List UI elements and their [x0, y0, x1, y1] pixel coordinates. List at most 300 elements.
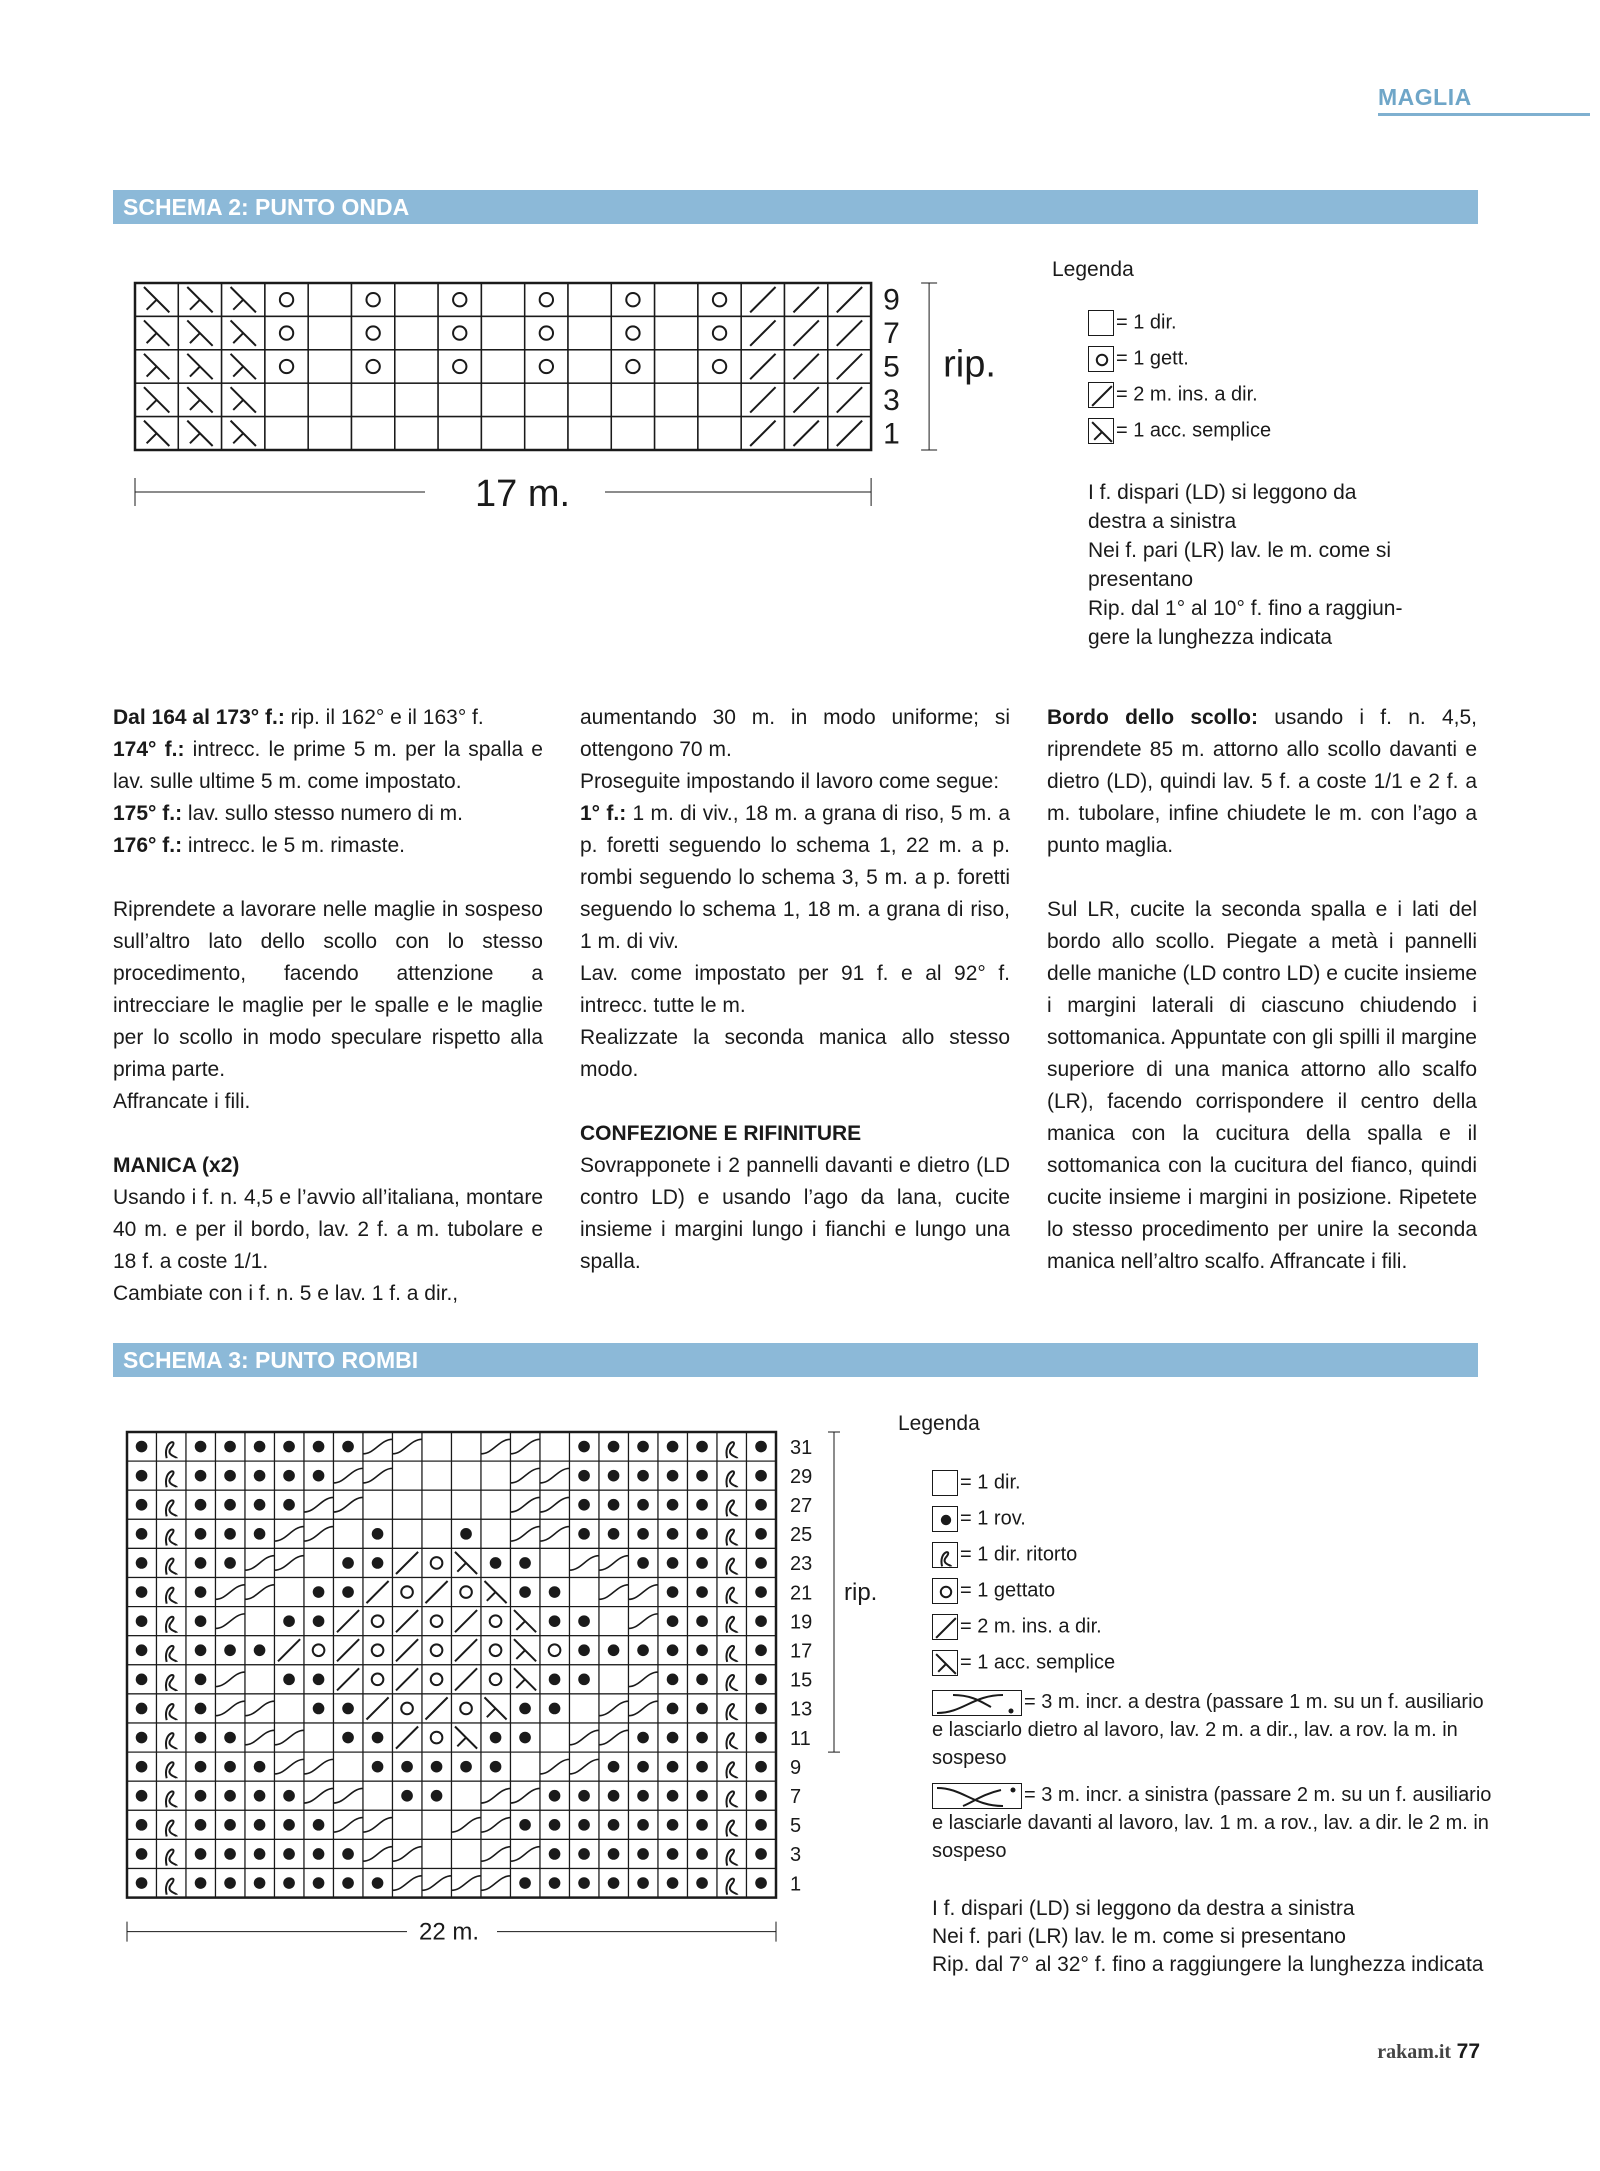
- bold-lead: 1° f.:: [580, 802, 627, 825]
- chart-cell-purl: [275, 1490, 305, 1519]
- chart-cell-k2tog: [393, 1636, 423, 1665]
- chart-cell-empty: [511, 1752, 541, 1781]
- chart-cell-purl: [511, 1694, 541, 1723]
- chart-cell-yo: [304, 1636, 334, 1665]
- chart-cell-purl: [186, 1665, 216, 1694]
- chart-cell-ktbl: [717, 1578, 747, 1607]
- chart-cell-purl: [304, 1607, 334, 1636]
- chart-cell-purl: [747, 1781, 777, 1810]
- chart-cell-yo: [698, 350, 741, 383]
- chart-cell-empty: [481, 1461, 511, 1490]
- chart-cell-empty: [395, 283, 438, 316]
- text-column-2: [580, 702, 1010, 1278]
- chart-cell-purl: [599, 1839, 629, 1868]
- chart-cell-purl: [658, 1578, 688, 1607]
- chart-cell-purl: [127, 1519, 157, 1548]
- chart-cell-purl: [422, 1781, 452, 1810]
- chart-cell-purl: [393, 1752, 423, 1781]
- row-number: 19: [790, 1611, 813, 1634]
- chart-cell-purl: [629, 1781, 659, 1810]
- heading-manica: MANICA (x2): [113, 1154, 240, 1177]
- chart-cell-k2tog: [334, 1636, 364, 1665]
- chart-cell-purl: [186, 1490, 216, 1519]
- chart-cell-empty: [540, 1432, 570, 1461]
- chart-cell-purl: [570, 1781, 600, 1810]
- row-number: 7: [883, 317, 900, 351]
- yo-icon: [1088, 346, 1114, 372]
- chart-cell-ktbl: [717, 1636, 747, 1665]
- chart-cell-purl: [688, 1810, 718, 1839]
- paragraph: Usando i f. n. 4,5 e l’avvio all’italiana, montare 40 m. e per il bordo, lav. 2 f. a m. tubolare e 18 f. a coste 1/1.: [113, 1186, 543, 1273]
- chart-cell-purl: [599, 1636, 629, 1665]
- chart-cell-k1: [785, 417, 828, 450]
- chart-cell-purl: [688, 1839, 718, 1868]
- chart-cell-empty: [540, 1548, 570, 1577]
- legend-label: = 1 gett.: [1116, 347, 1189, 370]
- chart-cell-k2tog: [334, 1607, 364, 1636]
- chart-cell-empty: [568, 350, 611, 383]
- chart-cell-purl: [688, 1519, 718, 1548]
- schema2-note-3: Rip. dal 1° al 10° f. fino a raggiun- gere la lunghezza indicata: [1088, 597, 1403, 649]
- chart-cell-ktbl: [157, 1752, 187, 1781]
- chart-cell-yo: [525, 283, 568, 316]
- chart-cell-purl: [540, 1607, 570, 1636]
- chart-cell-k2: [178, 283, 221, 316]
- chart-cell-purl: [216, 1519, 246, 1548]
- chart-cell-purl: [540, 1781, 570, 1810]
- chart-cell-cable: [363, 1810, 393, 1839]
- row-number: 21: [790, 1582, 813, 1605]
- chart-cell-purl: [570, 1519, 600, 1548]
- chart-cell-purl: [216, 1781, 246, 1810]
- chart-cell-cable: [570, 1752, 600, 1781]
- chart-cell-k1: [828, 417, 871, 450]
- chart-cell-empty: [611, 383, 654, 416]
- chart-cell-yo: [393, 1578, 423, 1607]
- chart-cell-k2: [135, 383, 178, 416]
- chart-cell-cable: [540, 1490, 570, 1519]
- section-tag: MAGLIA: [1378, 84, 1590, 116]
- chart-cell-cable: [304, 1519, 334, 1548]
- row-number: 25: [790, 1524, 813, 1547]
- chart-cell-purl: [658, 1461, 688, 1490]
- skp-icon: [1088, 418, 1114, 444]
- bold-lead: Bordo dello scollo:: [1047, 706, 1258, 729]
- chart-cell-empty: [570, 1578, 600, 1607]
- chart-cell-ktbl: [157, 1432, 187, 1461]
- chart-cell-yo: [352, 316, 395, 349]
- paragraph: [113, 702, 543, 734]
- chart-cell-empty: [655, 316, 698, 349]
- chart-cell-purl: [127, 1839, 157, 1868]
- legend-label: = 1 dir.: [1116, 311, 1177, 334]
- chart-cell-cable: [275, 1519, 305, 1548]
- chart-cell-purl: [363, 1869, 393, 1898]
- paragraph: [113, 798, 543, 830]
- chart-cell-purl: [127, 1781, 157, 1810]
- chart-cell-empty: [422, 1810, 452, 1839]
- chart-cell-purl: [511, 1869, 541, 1898]
- chart-cell-purl: [186, 1578, 216, 1607]
- chart-cell-purl: [127, 1607, 157, 1636]
- row-number: 3: [790, 1844, 802, 1867]
- legend-label: = 1 acc. semplice: [960, 1651, 1116, 1674]
- chart-cell-ktbl: [717, 1810, 747, 1839]
- chart-cell-purl: [334, 1548, 364, 1577]
- chart-cell-purl: [481, 1723, 511, 1752]
- chart-cell-purl: [127, 1461, 157, 1490]
- chart-cell-purl: [658, 1636, 688, 1665]
- chart-cell-k1: [828, 383, 871, 416]
- chart-cell-purl: [304, 1839, 334, 1868]
- k2tog-icon: [1088, 382, 1114, 408]
- chart-cell-purl: [393, 1781, 423, 1810]
- chart-cell-cable: [216, 1694, 246, 1723]
- text-column-1: [113, 702, 543, 1310]
- chart-cell-yo: [422, 1548, 452, 1577]
- chart-cell-yo: [352, 350, 395, 383]
- schema3-note-1: I f. dispari (LD) si leggono da destra a sinistra: [932, 1897, 1355, 1920]
- chart-cell-empty: [655, 350, 698, 383]
- chart-cell-empty: [568, 316, 611, 349]
- empty-icon: [932, 1470, 958, 1496]
- chart-cell-skp: [481, 1578, 511, 1607]
- chart-cell-k2: [135, 350, 178, 383]
- chart-cell-k1: [741, 417, 784, 450]
- chart-cell-purl: [511, 1723, 541, 1752]
- chart-cell-k2: [135, 417, 178, 450]
- chart-cell-purl: [275, 1810, 305, 1839]
- chart-cell-empty: [422, 1490, 452, 1519]
- chart-cell-cable: [334, 1781, 364, 1810]
- chart-cell-purl: [304, 1694, 334, 1723]
- chart-cell-yo: [422, 1607, 452, 1636]
- chart-cell-purl: [540, 1810, 570, 1839]
- chart-cell-empty: [304, 1548, 334, 1577]
- legend-item-yo: [932, 1578, 1055, 1604]
- paragraph: [580, 798, 1010, 958]
- chart-cell-purl: [186, 1752, 216, 1781]
- chart-cell-cable: [570, 1548, 600, 1577]
- chart-cell-purl: [422, 1752, 452, 1781]
- chart-cell-yo: [422, 1723, 452, 1752]
- chart-cell-purl: [481, 1548, 511, 1577]
- legend-label: = 1 acc. semplice: [1116, 419, 1272, 442]
- chart-cell-purl: [747, 1461, 777, 1490]
- chart-cell-ktbl: [157, 1869, 187, 1898]
- chart-cell-purl: [629, 1752, 659, 1781]
- chart-cell-ktbl: [157, 1578, 187, 1607]
- chart-cell-purl: [540, 1665, 570, 1694]
- chart-cell-purl: [127, 1810, 157, 1839]
- row-number: 17: [790, 1640, 813, 1663]
- chart-cell-purl: [570, 1665, 600, 1694]
- chart-cell-empty: [393, 1810, 423, 1839]
- legend-item-k2tog: [1088, 382, 1258, 408]
- chart-cell-empty: [655, 383, 698, 416]
- chart-cell-k1: [741, 383, 784, 416]
- chart-cell-purl: [363, 1548, 393, 1577]
- chart-cell-ktbl: [717, 1752, 747, 1781]
- chart-cell-empty: [568, 283, 611, 316]
- legend-label: = 2 m. ins. a dir.: [960, 1615, 1102, 1638]
- chart-cell-empty: [438, 417, 481, 450]
- chart-cell-cable: [540, 1519, 570, 1548]
- chart-cell-empty: [481, 1519, 511, 1548]
- ktbl-icon: [932, 1542, 958, 1568]
- chart-cell-ktbl: [717, 1519, 747, 1548]
- chart-cell-purl: [186, 1548, 216, 1577]
- chart-cell-purl: [599, 1461, 629, 1490]
- legend-label: = 1 dir.: [960, 1471, 1021, 1494]
- chart-cell-cable: [245, 1578, 275, 1607]
- chart-cell-k2tog: [452, 1607, 482, 1636]
- chart-cell-purl: [658, 1519, 688, 1548]
- chart-cell-yo: [611, 283, 654, 316]
- legend-item-yo: [1088, 346, 1189, 372]
- chart-cell-purl: [747, 1839, 777, 1868]
- chart-cell-ktbl: [157, 1810, 187, 1839]
- legend-item-skp: [1088, 418, 1271, 444]
- chart-cell-purl: [688, 1752, 718, 1781]
- chart-cell-purl: [127, 1578, 157, 1607]
- chart-cell-empty: [395, 350, 438, 383]
- chart-cell-k2tog: [422, 1578, 452, 1607]
- chart-cell-k2: [178, 383, 221, 416]
- heading-confezione: CONFEZIONE E RIFINITURE: [580, 1122, 862, 1145]
- chart-cell-empty: [422, 1461, 452, 1490]
- paragraph-text: intrecc. le 5 m. rimaste.: [182, 834, 405, 857]
- chart-cell-k2: [222, 316, 265, 349]
- chart-cell-purl: [216, 1461, 246, 1490]
- chart-cell-purl: [688, 1665, 718, 1694]
- chart-cell-cable: [599, 1723, 629, 1752]
- chart-cell-ktbl: [717, 1781, 747, 1810]
- chart-cell-purl: [304, 1432, 334, 1461]
- chart-cell-k2tog: [393, 1548, 423, 1577]
- legend-label: = 1 dir. ritorto: [960, 1543, 1078, 1566]
- chart-cell-empty: [393, 1461, 423, 1490]
- chart-cell-yo: [265, 283, 308, 316]
- paragraph: Lav. come impostato per 91 f. e al 92° f. intrecc. tutte le m.: [580, 962, 1010, 1017]
- chart-cell-yo: [540, 1636, 570, 1665]
- chart-cell-purl: [540, 1869, 570, 1898]
- chart-cell-purl: [658, 1490, 688, 1519]
- chart-cell-purl: [658, 1548, 688, 1577]
- chart-cell-empty: [481, 350, 524, 383]
- chart-cell-empty: [599, 1665, 629, 1694]
- chart-cell-cable: [275, 1752, 305, 1781]
- chart-cell-skp: [481, 1694, 511, 1723]
- chart-cell-k2: [222, 383, 265, 416]
- paragraph: aumentando 30 m. in modo uniforme; si ottengono 70 m.: [580, 706, 1010, 761]
- chart-cell-yo: [438, 283, 481, 316]
- chart-cell-cable: [452, 1810, 482, 1839]
- chart-cell-purl: [747, 1578, 777, 1607]
- chart-cell-ktbl: [157, 1665, 187, 1694]
- chart-cell-purl: [688, 1723, 718, 1752]
- legend-item-ktbl: [932, 1542, 1077, 1568]
- chart-cell-ktbl: [717, 1548, 747, 1577]
- chart-cell-cable: [481, 1869, 511, 1898]
- chart-cell-k1: [785, 383, 828, 416]
- chart-cell-yo: [393, 1694, 423, 1723]
- chart-cell-cable: [511, 1432, 541, 1461]
- chart-cell-yo: [611, 350, 654, 383]
- chart-cell-k2: [222, 350, 265, 383]
- chart-cell-purl: [186, 1810, 216, 1839]
- chart-cell-purl: [216, 1490, 246, 1519]
- chart-cell-cable: [629, 1694, 659, 1723]
- repeat-label: rip.: [844, 1579, 878, 1607]
- chart-cell-cable: [422, 1869, 452, 1898]
- chart-cell-purl: [747, 1723, 777, 1752]
- chart-cell-cable: [481, 1781, 511, 1810]
- chart-cell-ktbl: [157, 1607, 187, 1636]
- chart-cell-purl: [688, 1694, 718, 1723]
- chart-cell-purl: [629, 1490, 659, 1519]
- chart-cell-purl: [658, 1869, 688, 1898]
- schema3-title-bar: SCHEMA 3: PUNTO ROMBI: [113, 1343, 1478, 1377]
- chart-cell-purl: [127, 1490, 157, 1519]
- chart-cell-k2tog: [452, 1636, 482, 1665]
- chart-cell-purl: [127, 1723, 157, 1752]
- schema2-legend-title: Legenda: [1052, 258, 1134, 281]
- chart-cell-k2tog: [275, 1636, 305, 1665]
- chart-cell-cable: [304, 1781, 334, 1810]
- chart-cell-ktbl: [157, 1636, 187, 1665]
- chart-cell-cable: [629, 1578, 659, 1607]
- chart-cell-empty: [698, 383, 741, 416]
- cable-left-icon: [932, 1783, 1022, 1809]
- chart-cell-purl: [747, 1519, 777, 1548]
- legend-label: = 1 gettato: [960, 1579, 1056, 1602]
- chart-cell-purl: [245, 1519, 275, 1548]
- chart-cell-purl: [570, 1432, 600, 1461]
- chart-cell-ktbl: [717, 1607, 747, 1636]
- schema3-note-3: Rip. dal 7° al 32° f. fino a raggiungere la lunghezza indicata: [932, 1953, 1484, 1976]
- footer-site: rakam.it: [1377, 2041, 1452, 2063]
- row-number: 5: [883, 350, 900, 384]
- chart-cell-empty: [655, 283, 698, 316]
- chart-cell-k2: [135, 283, 178, 316]
- chart-cell-ktbl: [717, 1869, 747, 1898]
- chart-cell-purl: [186, 1432, 216, 1461]
- chart-cell-purl: [629, 1461, 659, 1490]
- chart-cell-ktbl: [717, 1490, 747, 1519]
- chart-cell-yo: [452, 1578, 482, 1607]
- schema3-legend-title: Legenda: [898, 1412, 980, 1435]
- chart-cell-k1: [785, 350, 828, 383]
- chart-cell-purl: [216, 1636, 246, 1665]
- chart-cell-cable: [570, 1723, 600, 1752]
- chart-cell-purl: [275, 1432, 305, 1461]
- paragraph: Riprendete a lavorare nelle maglie in sospeso sull’altro lato dello scollo con lo stesso procedimento, facendo attenzione a intrecciare le maglie per le spalle e le maglie per lo scollo in modo speculare rispetto alla prima parte.: [113, 898, 543, 1081]
- chart-cell-purl: [540, 1839, 570, 1868]
- chart-cell-cable: [245, 1694, 275, 1723]
- chart-cell-purl: [747, 1490, 777, 1519]
- chart-cell-purl: [186, 1461, 216, 1490]
- chart-cell-k2: [222, 283, 265, 316]
- chart-cell-purl: [629, 1519, 659, 1548]
- chart-cell-purl: [127, 1548, 157, 1577]
- chart-cell-cable: [599, 1548, 629, 1577]
- chart-cell-k1: [785, 316, 828, 349]
- chart-cell-purl: [363, 1752, 393, 1781]
- chart-cell-k2: [135, 316, 178, 349]
- chart-cell-yo: [698, 316, 741, 349]
- chart-cell-yo: [363, 1665, 393, 1694]
- chart-cell-purl: [747, 1432, 777, 1461]
- chart-cell-k2tog: [334, 1665, 364, 1694]
- chart-cell-empty: [422, 1519, 452, 1548]
- width-label: 17 m.: [475, 473, 571, 515]
- chart-cell-yo: [525, 350, 568, 383]
- chart-cell-ktbl: [717, 1694, 747, 1723]
- chart-cell-k2tog: [363, 1578, 393, 1607]
- chart-cell-purl: [186, 1869, 216, 1898]
- chart-cell-cable: [334, 1461, 364, 1490]
- row-number: 9: [790, 1756, 802, 1779]
- chart-cell-k2: [178, 316, 221, 349]
- chart-cell-k2: [178, 350, 221, 383]
- row-number: 1: [883, 417, 900, 451]
- chart-cell-empty: [265, 417, 308, 450]
- schema2-note-2: Nei f. pari (LR) lav. le m. come si presentano: [1088, 539, 1392, 591]
- chart-cell-empty: [452, 1839, 482, 1868]
- chart-cell-empty: [452, 1781, 482, 1810]
- chart-cell-purl: [747, 1752, 777, 1781]
- chart-cell-purl: [599, 1519, 629, 1548]
- row-number: 1: [790, 1873, 802, 1896]
- k2tog-icon: [932, 1614, 958, 1640]
- chart-cell-purl: [629, 1839, 659, 1868]
- schema3-legend-notes: [932, 1895, 1492, 1979]
- paragraph: Proseguite impostando il lavoro come segue:: [580, 770, 1000, 793]
- chart-cell-purl: [304, 1461, 334, 1490]
- chart-cell-purl: [275, 1607, 305, 1636]
- chart-cell-empty: [481, 383, 524, 416]
- chart-cell-purl: [570, 1839, 600, 1868]
- paragraph-text: 1 m. di viv., 18 m. a grana di riso, 5 m. a p. foretti seguendo lo schema 1, 22 m. a p. rombi seguendo lo schema 3, 5 m. a p. foretti seguendo lo schema 1, 18 m. a grana di riso, 1 m. di viv.: [580, 802, 1010, 953]
- chart-cell-purl: [688, 1461, 718, 1490]
- chart-cell-empty: [611, 417, 654, 450]
- chart-cell-purl: [599, 1752, 629, 1781]
- chart-cell-cable: [481, 1432, 511, 1461]
- legend-item-purl: [932, 1506, 1026, 1532]
- chart-cell-cable: [540, 1461, 570, 1490]
- chart-cell-purl: [747, 1869, 777, 1898]
- chart-cell-purl: [747, 1607, 777, 1636]
- chart-cell-purl: [275, 1781, 305, 1810]
- chart-cell-ktbl: [157, 1519, 187, 1548]
- chart-cell-yo: [452, 1694, 482, 1723]
- chart-cell-k1: [741, 283, 784, 316]
- chart-cell-k1: [741, 350, 784, 383]
- chart-cell-purl: [658, 1781, 688, 1810]
- chart-cell-cable: [511, 1490, 541, 1519]
- row-number: 13: [790, 1698, 813, 1721]
- chart-cell-ktbl: [157, 1490, 187, 1519]
- chart-cell-skp: [452, 1723, 482, 1752]
- chart-cell-cable: [334, 1490, 364, 1519]
- paragraph: Cambiate con i f. n. 5 e lav. 1 f. a dir.,: [113, 1282, 459, 1305]
- chart-cell-empty: [308, 316, 351, 349]
- chart-cell-yo: [481, 1665, 511, 1694]
- chart-cell-purl: [481, 1752, 511, 1781]
- chart-cell-purl: [186, 1519, 216, 1548]
- chart-cell-skp: [511, 1665, 541, 1694]
